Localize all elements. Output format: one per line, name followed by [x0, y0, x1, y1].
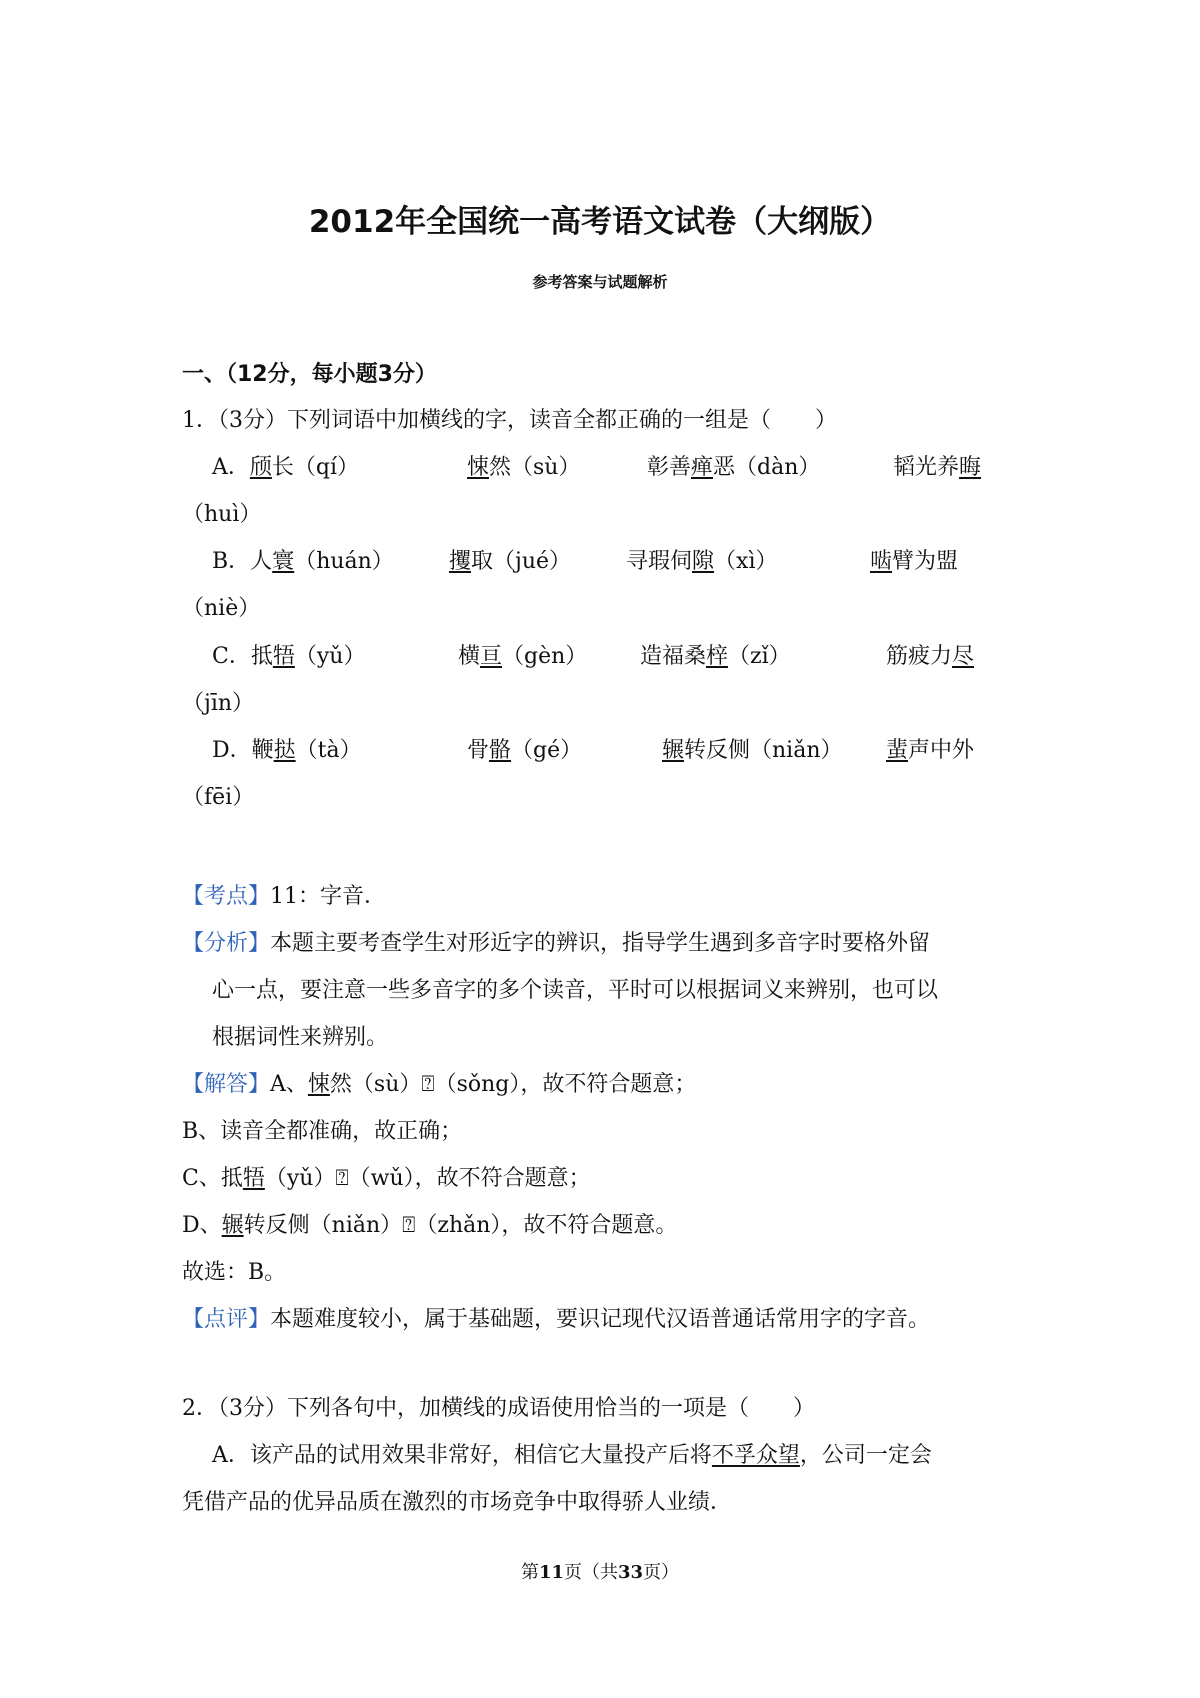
option-term-wrapped-pinyin: （fēi）: [182, 785, 255, 810]
question-2-stem: 2．（3分）下列各句中，加横线的成语使用恰当的一项是（ ）: [182, 1396, 815, 1421]
jieda-line-d: D、辗转反侧（niǎn）⍰（zhǎn），故不符合题意。: [182, 1213, 678, 1238]
answer-choice: 故选：B。: [182, 1260, 287, 1285]
option-term-wrapped-pinyin: （niè）: [182, 596, 261, 621]
fenxi-line-2: 心一点，要注意一些多音字的多个读音，平时可以根据词义来辨别，也可以: [212, 978, 939, 1003]
question-2-option-a-line-1: A．该产品的试用效果非常好，相信它大量投产后将不孚众望，公司一定会: [212, 1443, 932, 1468]
option-c-term-1: C．抵牾（yǔ）: [212, 644, 366, 669]
option-a-term-4: 韬光养晦: [893, 455, 982, 480]
question-2-option-a-line-2: 凭借产品的优异品质在激烈的市场竞争中取得骄人业绩．: [182, 1490, 733, 1515]
option-a-term-2: 悚然（sù）: [467, 455, 581, 480]
fenxi-label: 【分析】: [182, 931, 271, 956]
jieda-line-b: B、读音全都准确，故正确；: [182, 1119, 463, 1144]
option-b-term-4: 啮臂为盟: [870, 549, 959, 574]
page-footer: 第11页（共33页）: [520, 1562, 680, 1583]
kaodian-label: 【考点】: [182, 884, 271, 909]
option-c-term-4: 筋疲力尽: [886, 644, 975, 669]
option-c-term-4-pinyin: （jīn）: [182, 691, 255, 716]
question-1-stem: 1．（3分）下列词语中加横线的字，读音全都正确的一组是（ ）: [182, 408, 837, 433]
option-d-term-1: D．鞭挞（tà）: [212, 738, 362, 763]
page-title: 2012年全国统一高考语文试卷（大纲版）: [308, 204, 892, 240]
fenxi-line-3: 根据词性来辨别。: [212, 1025, 389, 1050]
fenxi-line-1: 【分析】本题主要考查学生对形近字的辨识，指导学生遇到多音字时要格外留: [182, 931, 931, 956]
jieda-line-a: 【解答】A、悚然（sù）⍰（sǒng），故不符合题意；: [182, 1072, 697, 1097]
jieda-label: 【解答】: [182, 1072, 271, 1097]
option-d-term-4: 蜚声中外: [886, 738, 975, 763]
page-subtitle: 参考答案与试题解析: [532, 273, 668, 291]
dianping-label: 【点评】: [182, 1307, 271, 1332]
option-b-term-2: 攫取（jué）: [449, 549, 572, 574]
option-c-term-2: 横亘（gèn）: [458, 644, 588, 669]
option-d-term-3: 辗转反侧（niǎn）: [662, 738, 843, 763]
kaodian-line: 【考点】11：字音．: [182, 884, 387, 909]
option-a-term-4-pinyin: （huì）: [182, 502, 262, 527]
option-c-term-3: 造福桑梓（zǐ）: [640, 644, 791, 669]
page-number: 11: [538, 1562, 564, 1583]
option-d-term-2: 骨骼（gé）: [467, 738, 583, 763]
option-a-term-1: A．颀长（qí）: [212, 455, 360, 480]
page-total: 33: [618, 1562, 644, 1583]
jieda-line-c: C、抵牾（yǔ）⍰（wǔ），故不符合题意；: [182, 1166, 591, 1191]
option-a-term-3: 彰善瘅恶（dàn）: [647, 455, 821, 480]
option-b-term-1: B．人寰（huán）: [212, 549, 394, 574]
option-b-term-3: 寻瑕伺隙（xì）: [626, 549, 778, 574]
section-heading: 一、（12分，每小题3分）: [182, 362, 437, 387]
dianping-line: 【点评】本题难度较小，属于基础题，要识记现代汉语普通话常用字的字音。: [182, 1307, 931, 1332]
